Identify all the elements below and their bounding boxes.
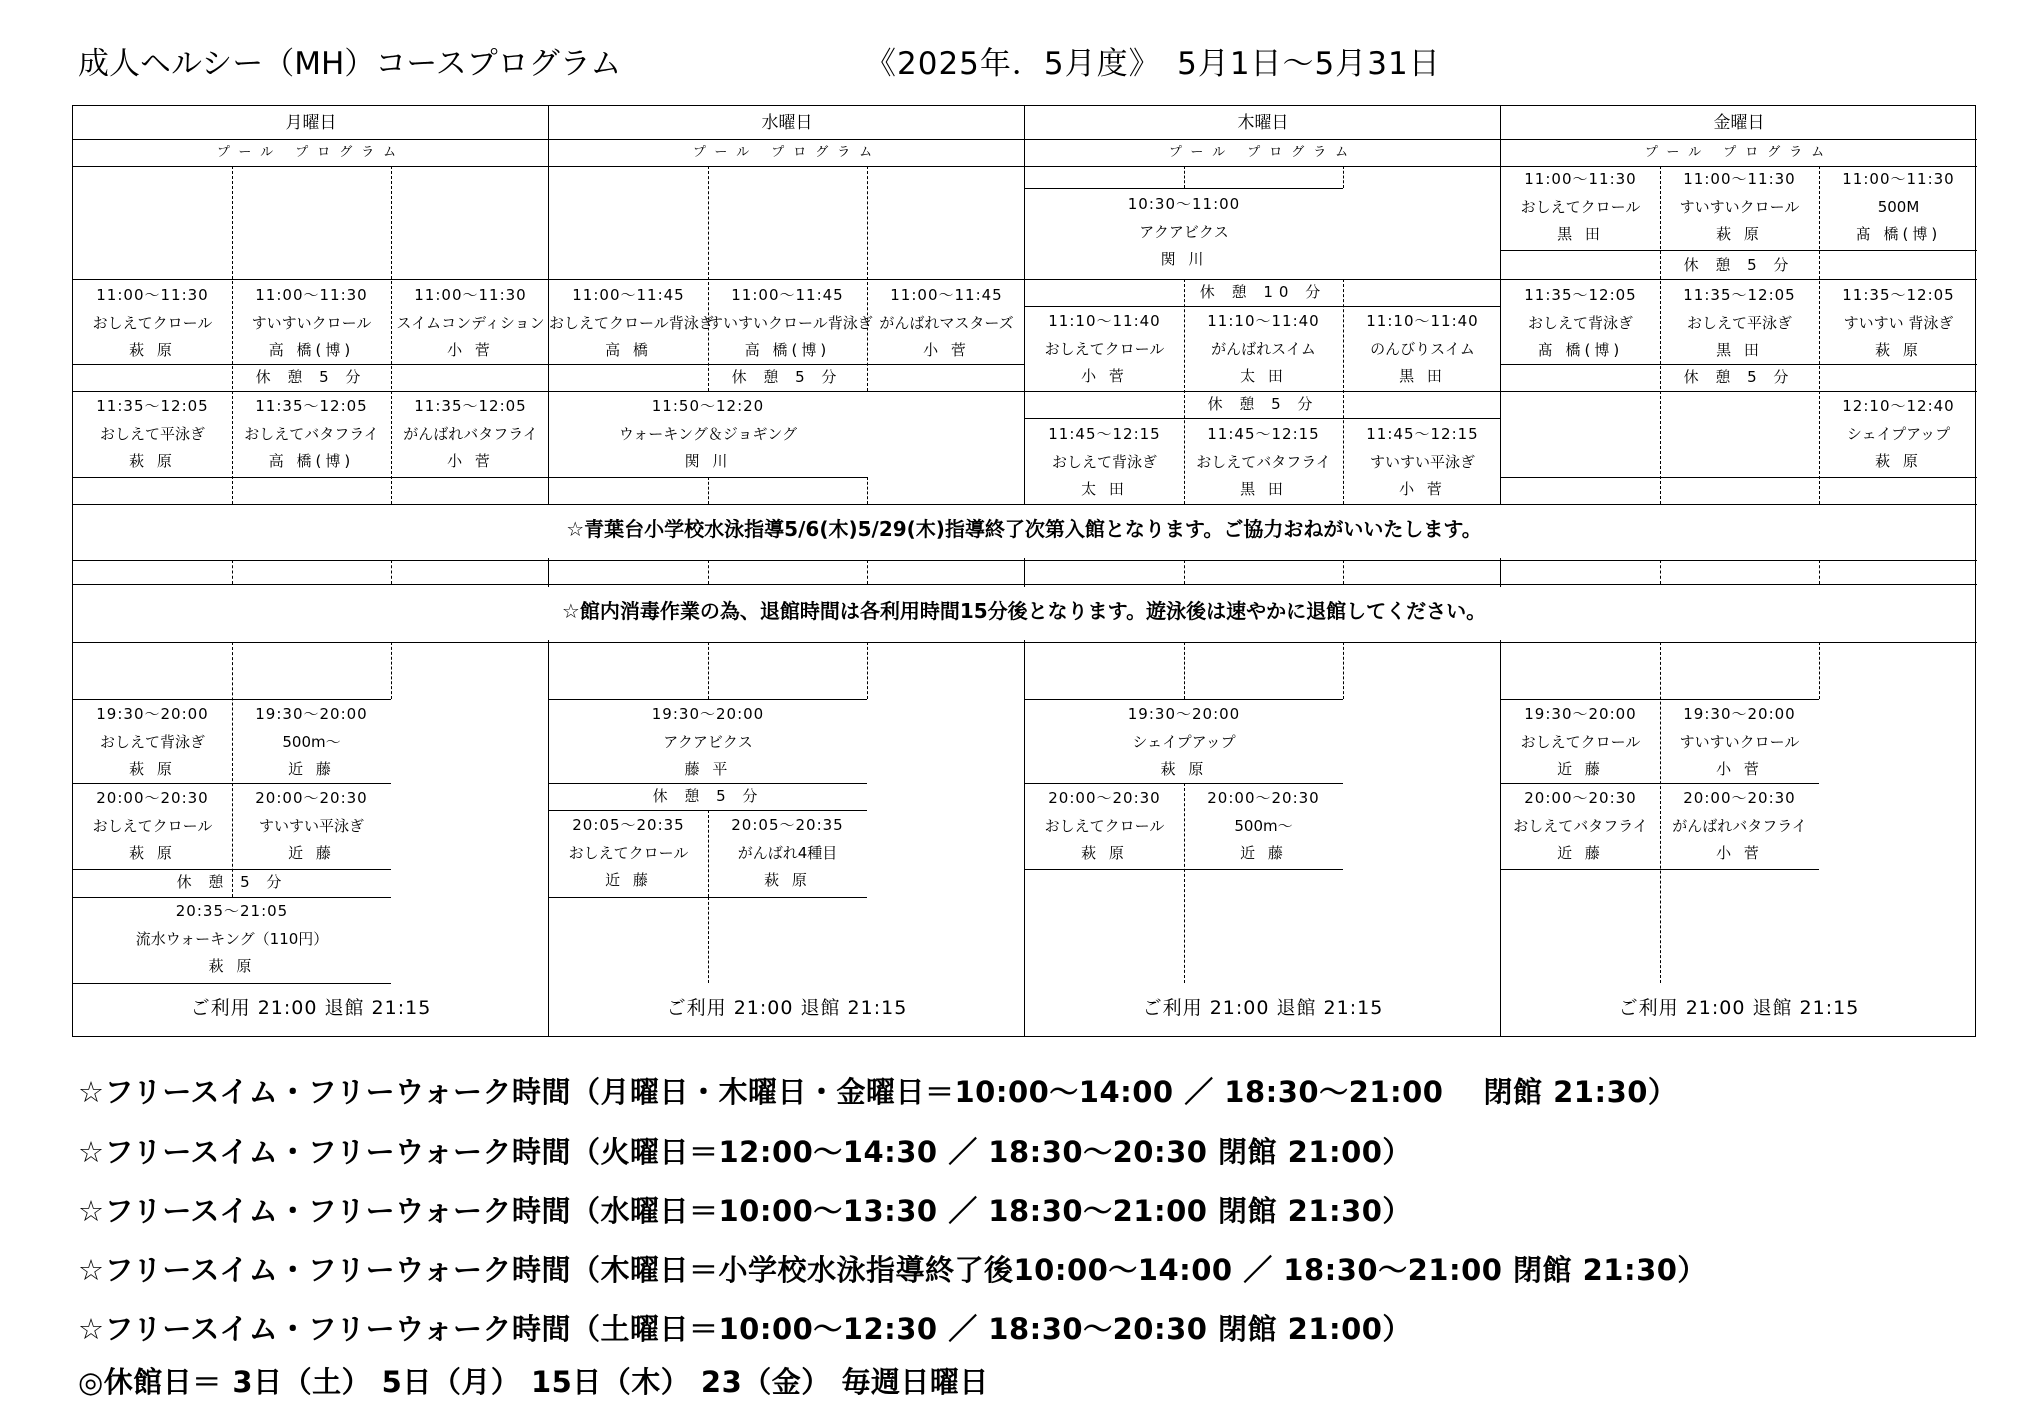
wed-slot-a1-time: 11:00～11:45 xyxy=(731,286,844,304)
fri-slot-a2-instructor: 髙 橋(博) xyxy=(1855,225,1942,244)
fri-eve-2a-name: おしえてバタフライ xyxy=(1513,816,1648,835)
thu-slot-b2-instructor: 黒 田 xyxy=(1399,367,1446,386)
day-header-wed: 水曜日 xyxy=(761,113,813,133)
thu-slot-c2-time: 11:45～12:15 xyxy=(1366,425,1479,443)
grid-line xyxy=(73,584,1977,585)
sub-column-divider xyxy=(708,810,709,897)
fri-slot-b0-time: 11:35～12:05 xyxy=(1524,286,1637,304)
grid-line xyxy=(1501,699,1819,700)
mon-eve-2a-name: おしえてクロール xyxy=(92,816,213,835)
grid-line xyxy=(1025,306,1501,307)
fri-slot-a0-name: おしえてクロール xyxy=(1520,197,1641,216)
thu-eve-2b-instructor: 近 藤 xyxy=(1240,844,1287,863)
mon-eve-1a-time: 19:30～20:00 xyxy=(96,705,209,723)
fri-eve-2a-time: 20:00～20:30 xyxy=(1524,789,1637,807)
fri-slot-a1-name: すいすいクロール xyxy=(1679,197,1800,216)
fri-eve-2a-instructor: 近 藤 xyxy=(1557,844,1604,863)
mon-break-1: 休 憩 5 分 xyxy=(255,368,367,386)
thu-slot-c1-name: おしえてバタフライ xyxy=(1196,452,1331,471)
grid-line xyxy=(1501,869,1819,870)
grid-line xyxy=(549,279,1025,280)
mon-slot-a2-name: スイムコンディション xyxy=(396,313,545,332)
wed-slot-a0-time: 11:00～11:45 xyxy=(572,286,685,304)
closed-days-note: ◎休館日＝ 3日（土） 5日（月） 15日（木） 23（金） 毎週日曜日 xyxy=(78,1365,989,1399)
mon-slot-b0-instructor: 萩 原 xyxy=(129,452,176,471)
wed-slot-a1-instructor: 高 橋(博) xyxy=(744,341,831,360)
pool-program-label-fri: プール プログラム xyxy=(1644,145,1834,160)
footer-hours-wed: ご利用 21:00 退館 21:15 xyxy=(666,997,908,1019)
wed-eve-1-instructor: 藤 平 xyxy=(684,760,732,779)
grid-line xyxy=(1501,391,1977,392)
grid-line xyxy=(1025,869,1343,870)
wed-eve-2a-time: 20:05～20:35 xyxy=(572,816,685,834)
fri-slot-a0-time: 11:00～11:30 xyxy=(1524,170,1637,188)
fri-slot-c-time: 12:10～12:40 xyxy=(1842,397,1955,415)
fri-slot-b2-time: 11:35～12:05 xyxy=(1842,286,1955,304)
wed-slot-b-time: 11:50～12:20 xyxy=(651,397,765,415)
grid-line xyxy=(1501,250,1977,251)
mon-slot-b2-name: がんばれバタフライ xyxy=(403,424,538,443)
thu-slot-c1-time: 11:45～12:15 xyxy=(1207,425,1320,443)
wed-slot-a2-instructor: 小 菅 xyxy=(923,341,970,360)
wed-eve-1-name: アクアビクス xyxy=(663,732,753,751)
wed-eve-1-time: 19:30～20:00 xyxy=(651,705,765,723)
grid-line xyxy=(73,642,1977,643)
footer-hours-fri: ご利用 21:00 退館 21:15 xyxy=(1618,997,1860,1019)
fri-slot-c-instructor: 萩 原 xyxy=(1875,452,1922,471)
fri-eve-1b-instructor: 小 菅 xyxy=(1716,760,1763,779)
grid-line xyxy=(549,897,867,898)
thu-slot-c2-instructor: 小 菅 xyxy=(1399,480,1446,499)
mon-slot-b1-time: 11:35～12:05 xyxy=(255,397,368,415)
fri-eve-1a-name: おしえてクロール xyxy=(1520,732,1641,751)
thu-slot-b0-time: 11:10～11:40 xyxy=(1048,312,1161,330)
sub-column-divider xyxy=(1819,560,1820,584)
grid-line xyxy=(1501,477,1977,478)
mon-eve-2a-instructor: 萩 原 xyxy=(129,844,176,863)
wed-break-eve: 休 憩 5 分 xyxy=(652,787,764,805)
mon-eve-3-time: 20:35～21:05 xyxy=(175,902,289,920)
grid-line xyxy=(73,477,549,478)
mon-eve-1a-name: おしえて背泳ぎ xyxy=(99,732,205,751)
mon-slot-a2-instructor: 小 菅 xyxy=(447,341,494,360)
grid-line xyxy=(549,391,1025,392)
mon-slot-b0-time: 11:35～12:05 xyxy=(96,397,209,415)
free-swim-note-4: ☆フリースイム・フリーウォーク時間（木曜日＝小学校水泳指導終了後10:00～14:00 ／ 18:30～21:00 閉館 21:30） xyxy=(78,1253,1707,1287)
fri-slot-b1-time: 11:35～12:05 xyxy=(1683,286,1796,304)
thu-eve-2b-time: 20:00～20:30 xyxy=(1207,789,1320,807)
sub-column-divider xyxy=(867,477,868,504)
sub-column-divider xyxy=(1343,166,1344,188)
fri-slot-b1-instructor: 黒 田 xyxy=(1716,341,1763,360)
mon-eve-1b-name: 500m～ xyxy=(282,732,341,751)
wed-eve-2b-name: がんばれ4種目 xyxy=(737,843,838,862)
free-swim-note-3: ☆フリースイム・フリーウォーク時間（水曜日＝10:00～13:30 ／ 18:30～21:00 閉館 21:30） xyxy=(78,1194,1412,1228)
thu-slot-c2-name: すいすい平泳ぎ xyxy=(1369,452,1475,471)
wed-slot-a2-time: 11:00～11:45 xyxy=(890,286,1003,304)
thu-eve-2a-name: おしえてクロール xyxy=(1044,816,1165,835)
footer-hours-mon: ご利用 21:00 退館 21:15 xyxy=(190,997,432,1019)
schedule-table xyxy=(72,105,1976,1037)
thu-slot-b1-time: 11:10～11:40 xyxy=(1207,312,1320,330)
thu-slot-c0-instructor: 太 田 xyxy=(1081,480,1128,499)
fri-slot-a1-time: 11:00～11:30 xyxy=(1683,170,1796,188)
grid-line xyxy=(549,477,867,478)
pool-program-label-thu: プール プログラム xyxy=(1168,145,1358,160)
day-header-mon: 月曜日 xyxy=(285,113,337,133)
wed-slot-b-name: ウォーキング＆ジョギング xyxy=(618,424,798,443)
page-period: 《2025年．5月度》 5月1日～5月31日 xyxy=(865,46,1441,82)
mon-eve-2b-time: 20:00～20:30 xyxy=(255,789,368,807)
wed-eve-2b-time: 20:05～20:35 xyxy=(731,816,844,834)
sub-column-divider xyxy=(867,642,868,699)
mon-eve-2b-instructor: 近 藤 xyxy=(288,844,335,863)
free-swim-note-1: ☆フリースイム・フリーウォーク時間（月曜日・木曜日・金曜日＝10:00～14:00 ／ 18:30～21:00 閉館 21:30） xyxy=(78,1075,1678,1109)
mon-eve-1a-instructor: 萩 原 xyxy=(129,760,176,779)
grid-line xyxy=(73,783,391,784)
sub-column-divider xyxy=(1184,166,1185,188)
sub-column-divider xyxy=(1819,642,1820,699)
fri-slot-b0-instructor: 髙 橋(博) xyxy=(1537,341,1624,360)
sub-column-divider xyxy=(1184,642,1185,699)
thu-eve-1-instructor: 萩 原 xyxy=(1160,760,1208,779)
mon-slot-a2-time: 11:00～11:30 xyxy=(414,286,527,304)
fri-slot-a2-name: 500M xyxy=(1877,197,1920,216)
thu-break-2: 休 憩 5 分 xyxy=(1207,395,1319,413)
mon-slot-a1-name: すいすいクロール xyxy=(251,313,372,332)
thu-slot-b0-name: おしえてクロール xyxy=(1044,339,1165,358)
notice-school-swim: ☆青葉台小学校水泳指導5/6(木)5/29(木)指導終了次第入館となります。ご協力おねがいいたします。 xyxy=(566,517,1482,541)
mon-slot-a0-name: おしえてクロール xyxy=(92,313,213,332)
grid-line xyxy=(73,699,391,700)
day-header-thu: 木曜日 xyxy=(1237,113,1289,133)
fri-eve-1a-time: 19:30～20:00 xyxy=(1524,705,1637,723)
sub-column-divider xyxy=(391,560,392,584)
thu-eve-1-time: 19:30～20:00 xyxy=(1127,705,1241,723)
sub-column-divider xyxy=(1660,560,1661,584)
sub-column-divider xyxy=(1184,560,1185,584)
sub-column-divider xyxy=(867,560,868,584)
fri-eve-2b-name: がんばれバタフライ xyxy=(1672,816,1807,835)
fri-eve-1b-name: すいすいクロール xyxy=(1679,732,1800,751)
grid-line xyxy=(1501,783,1819,784)
sub-column-divider xyxy=(708,477,709,504)
thu-slot-c1-instructor: 黒 田 xyxy=(1240,480,1287,499)
thu-slot-b1-name: がんばれスイム xyxy=(1211,339,1316,358)
thu-slot-a-instructor: 関 川 xyxy=(1160,250,1208,269)
mon-eve-1b-time: 19:30～20:00 xyxy=(255,705,368,723)
thu-slot-b0-instructor: 小 菅 xyxy=(1081,367,1128,386)
sub-column-divider xyxy=(708,642,709,699)
fri-break-2: 休 憩 5 分 xyxy=(1683,368,1795,386)
sub-column-divider xyxy=(391,642,392,699)
mon-eve-1b-instructor: 近 藤 xyxy=(288,760,335,779)
thu-slot-a-time: 10:30～11:00 xyxy=(1127,195,1241,213)
grid-line xyxy=(73,279,549,280)
thu-eve-1-name: シェイプアップ xyxy=(1132,732,1236,751)
mon-eve-3-instructor: 萩 原 xyxy=(208,957,256,976)
grid-line xyxy=(73,560,1977,561)
thu-slot-a-name: アクアビクス xyxy=(1139,222,1229,241)
mon-slot-a1-instructor: 高 橋(博) xyxy=(268,341,355,360)
mon-slot-b2-instructor: 小 菅 xyxy=(447,452,494,471)
fri-slot-a1-instructor: 萩 原 xyxy=(1716,225,1763,244)
fri-slot-b0-name: おしえて背泳ぎ xyxy=(1527,313,1633,332)
thu-slot-c0-name: おしえて背泳ぎ xyxy=(1051,452,1157,471)
thu-break-10: 休 憩 10 分 xyxy=(1199,283,1327,301)
grid-line xyxy=(549,699,867,700)
free-swim-note-5: ☆フリースイム・フリーウォーク時間（土曜日＝10:00～12:30 ／ 18:30～20:30 閉館 21:00） xyxy=(78,1312,1412,1346)
thu-slot-c0-time: 11:45～12:15 xyxy=(1048,425,1161,443)
fri-eve-2b-time: 20:00～20:30 xyxy=(1683,789,1796,807)
sub-column-divider xyxy=(1343,642,1344,699)
sub-column-divider xyxy=(708,897,709,983)
mon-slot-b0-name: おしえて平泳ぎ xyxy=(99,424,205,443)
fri-slot-b1-name: おしえて平泳ぎ xyxy=(1686,313,1792,332)
thu-eve-2a-time: 20:00～20:30 xyxy=(1048,789,1161,807)
thu-slot-b1-instructor: 太 田 xyxy=(1240,367,1287,386)
page-title: 成人ヘルシー（MH）コースプログラム xyxy=(78,46,622,82)
sub-column-divider xyxy=(1343,560,1344,584)
grid-line xyxy=(1025,188,1343,189)
mon-break-eve: 休 憩 5 分 xyxy=(176,873,288,891)
wed-slot-a1-name: すいすいクロール背泳ぎ xyxy=(708,313,873,332)
wed-slot-a0-instructor: 高 橋 xyxy=(605,341,652,360)
grid-line xyxy=(73,139,1977,140)
day-header-fri: 金曜日 xyxy=(1713,113,1765,133)
fri-slot-b2-name: すいすい 背泳ぎ xyxy=(1843,313,1954,332)
mon-eve-3-name: 流水ウォーキング（110円） xyxy=(135,929,329,948)
fri-eve-1a-instructor: 近 藤 xyxy=(1557,760,1604,779)
grid-line xyxy=(1025,418,1501,419)
sub-column-divider xyxy=(232,560,233,584)
pool-program-label-mon: プール プログラム xyxy=(216,145,406,160)
wed-slot-a2-name: がんばれマスターズ xyxy=(879,313,1014,332)
fri-eve-1b-time: 19:30～20:00 xyxy=(1683,705,1796,723)
grid-line xyxy=(1501,279,1977,280)
mon-slot-a1-time: 11:00～11:30 xyxy=(255,286,368,304)
grid-line xyxy=(73,391,549,392)
footer-hours-thu: ご利用 21:00 退館 21:15 xyxy=(1142,997,1384,1019)
mon-slot-a0-instructor: 萩 原 xyxy=(129,341,176,360)
sub-column-divider xyxy=(708,560,709,584)
fri-slot-a2-time: 11:00～11:30 xyxy=(1842,170,1955,188)
mon-slot-b1-instructor: 高 橋(博) xyxy=(268,452,355,471)
pool-program-label-wed: プール プログラム xyxy=(692,145,882,160)
fri-eve-2b-instructor: 小 菅 xyxy=(1716,844,1763,863)
wed-eve-2a-name: おしえてクロール xyxy=(568,843,689,862)
wed-eve-2b-instructor: 萩 原 xyxy=(764,871,811,890)
fri-slot-a0-instructor: 黒 田 xyxy=(1557,225,1604,244)
mon-slot-a0-time: 11:00～11:30 xyxy=(96,286,209,304)
fri-break-1: 休 憩 5 分 xyxy=(1683,256,1795,274)
mon-eve-2b-name: すいすい平泳ぎ xyxy=(258,816,364,835)
thu-slot-b2-name: のんびりスイム xyxy=(1370,339,1475,358)
wed-slot-a0-name: おしえてクロール背泳ぎ xyxy=(549,313,714,332)
notice-disinfection: ☆館内消毒作業の為、退館時間は各利用時間15分後となります。遊泳後は速やかに退館してください。 xyxy=(561,599,1487,623)
grid-line xyxy=(1025,699,1343,700)
fri-slot-c-name: シェイプアップ xyxy=(1846,424,1951,443)
wed-eve-2a-instructor: 近 藤 xyxy=(605,871,652,890)
mon-slot-b1-name: おしえてバタフライ xyxy=(244,424,379,443)
wed-break-1: 休 憩 5 分 xyxy=(731,368,843,386)
fri-slot-b2-instructor: 萩 原 xyxy=(1875,341,1922,360)
thu-eve-2b-name: 500m～ xyxy=(1234,816,1293,835)
thu-slot-b2-time: 11:10～11:40 xyxy=(1366,312,1479,330)
wed-slot-b-instructor: 関 川 xyxy=(684,452,732,471)
thu-eve-2a-instructor: 萩 原 xyxy=(1081,844,1128,863)
free-swim-note-2: ☆フリースイム・フリーウォーク時間（火曜日＝12:00～14:30 ／ 18:30～20:30 閉館 21:00） xyxy=(78,1135,1412,1169)
mon-slot-b2-time: 11:35～12:05 xyxy=(414,397,527,415)
mon-eve-2a-time: 20:00～20:30 xyxy=(96,789,209,807)
